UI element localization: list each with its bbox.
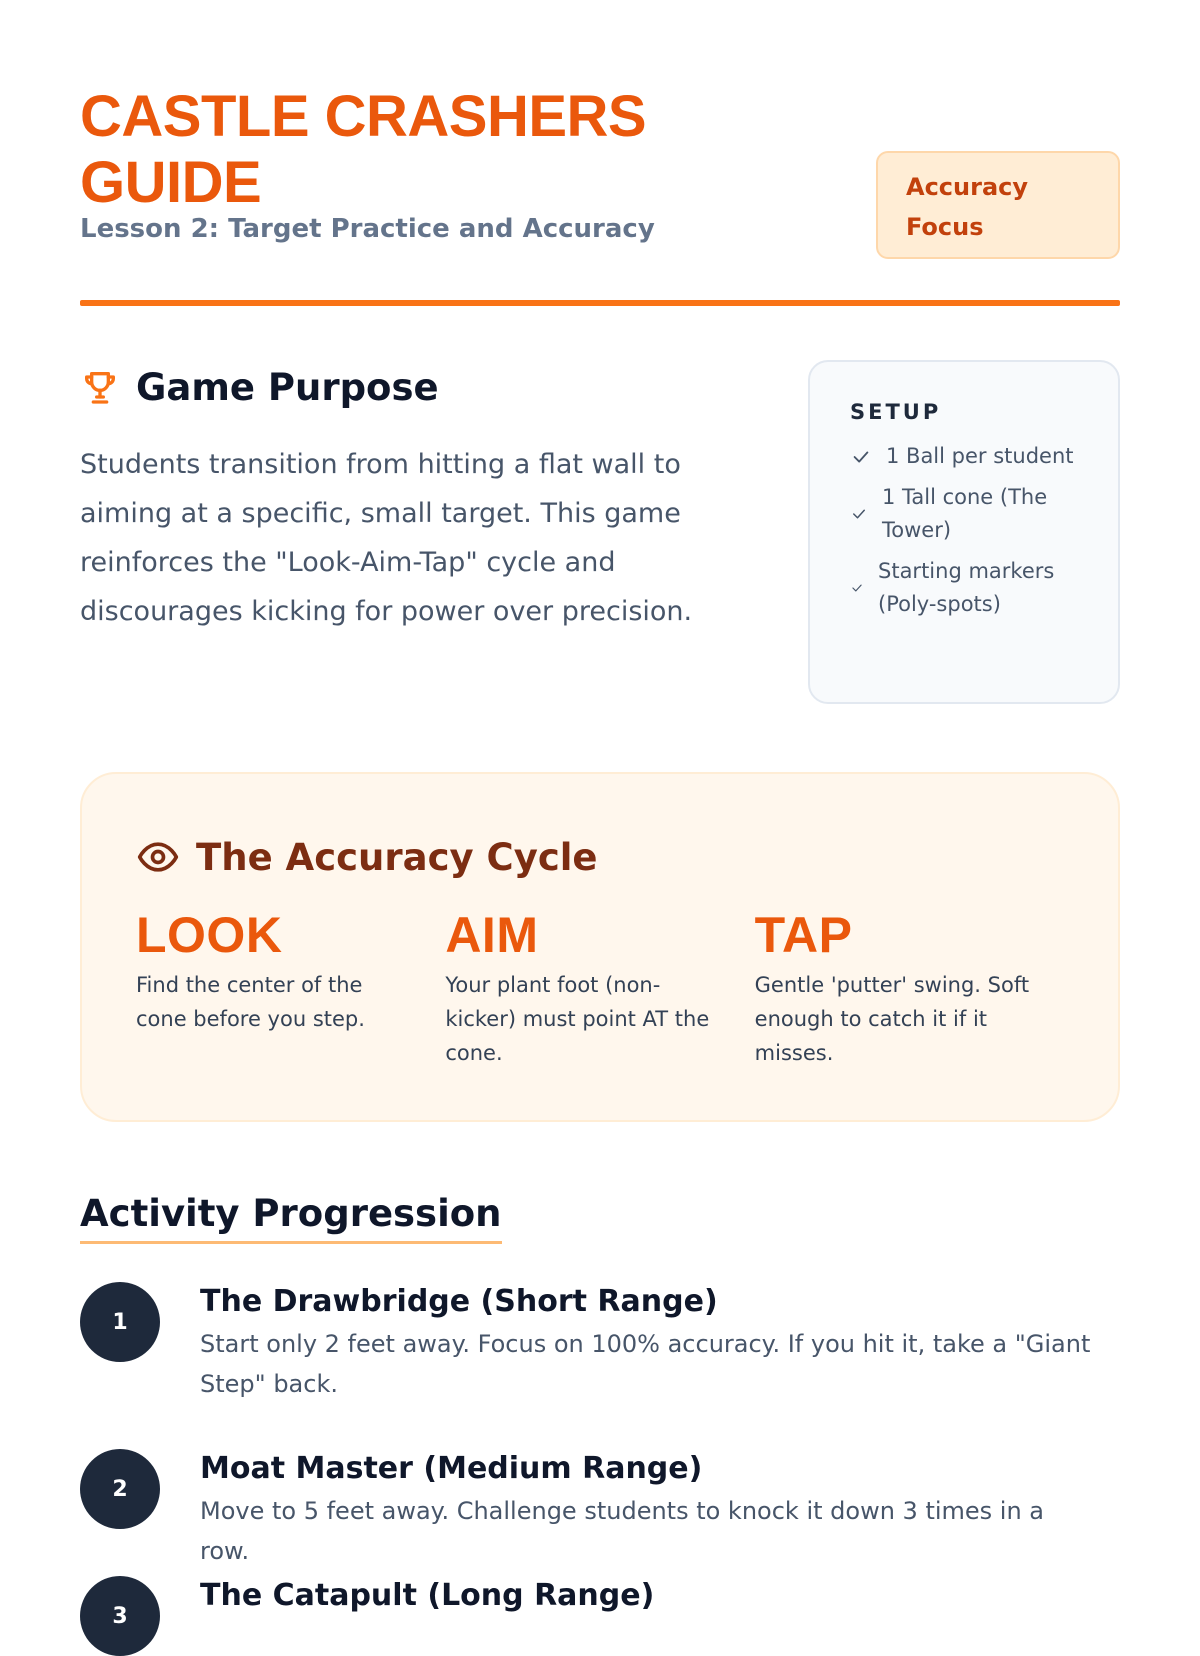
- step-number-badge: 3: [80, 1576, 160, 1656]
- check-icon: [850, 505, 868, 523]
- cycle-step-desc: Find the center of the cone before you step.: [136, 973, 365, 1031]
- activity-progression-heading: Activity Progression: [80, 1192, 502, 1244]
- progression-item-body: [200, 1576, 1100, 1616]
- focus-badge: Accuracy Focus: [876, 151, 1120, 259]
- game-purpose-section: [80, 362, 720, 636]
- progression-item-body: [200, 1282, 1100, 1404]
- cycle-steps: [136, 908, 1064, 1070]
- setup-item: [850, 555, 1078, 621]
- cycle-step-desc: Gentle 'putter' swing. Soft enough to catch it if it misses.: [754, 973, 1030, 1065]
- accuracy-cycle-card: [80, 772, 1120, 1122]
- check-icon: [850, 446, 872, 468]
- progression-item-desc: Move to 5 feet away. Challenge students to knock it down 3 times in a row.: [200, 1497, 1045, 1565]
- header-divider: [80, 300, 1120, 306]
- progression-item-title: The Drawbridge (Short Range): [200, 1284, 718, 1319]
- cycle-step-name: TAP: [754, 907, 853, 963]
- setup-item-text: 1 Ball per student: [886, 444, 1074, 468]
- game-purpose-text: Students transition from hitting a flat wall to aiming at a specific, small target. This game reinforces the "Look-Aim-Tap" cycle and discourages kicking for power over precision.: [80, 449, 693, 627]
- cycle-step-name: LOOK: [136, 907, 283, 963]
- progression-item-title: The Catapult (Long Range): [200, 1578, 655, 1613]
- page-subtitle: Lesson 2: Target Practice and Accuracy: [80, 214, 655, 244]
- setup-list: [850, 440, 1078, 621]
- game-purpose-heading: Game Purpose: [136, 365, 439, 409]
- step-number-badge: 2: [80, 1449, 160, 1529]
- cycle-step-tap: [755, 908, 1064, 1070]
- accuracy-cycle-heading: The Accuracy Cycle: [196, 835, 598, 879]
- cycle-step-desc: Your plant foot (non-kicker) must point AT the cone.: [445, 973, 710, 1065]
- check-icon: [850, 581, 864, 595]
- setup-item-text: Starting markers (Poly-spots): [878, 559, 1055, 616]
- game-purpose-heading-row: [80, 362, 720, 412]
- cycle-step-look: [136, 908, 445, 1070]
- progression-item-title: Moat Master (Medium Range): [200, 1451, 703, 1486]
- setup-item: [850, 440, 1078, 473]
- step-number-badge: 1: [80, 1282, 160, 1362]
- progression-item-body: [200, 1449, 1100, 1571]
- header: [80, 84, 1120, 304]
- lesson-guide-page: [80, 0, 1120, 1629]
- eye-icon: [136, 835, 180, 879]
- cycle-step-name: AIM: [445, 907, 539, 963]
- setup-item: [850, 481, 1078, 547]
- setup-item-text: 1 Tall cone (The Tower): [882, 485, 1048, 542]
- page-title: CASTLE CRASHERS GUIDE: [80, 84, 647, 215]
- setup-heading: SETUP: [850, 400, 942, 424]
- accuracy-cycle-heading-row: [136, 830, 1064, 884]
- trophy-icon: [80, 367, 120, 407]
- cycle-step-aim: [445, 908, 754, 1070]
- setup-card: [808, 360, 1120, 704]
- progression-item-desc: Start only 2 feet away. Focus on 100% accuracy. If you hit it, take a "Giant Step" back.: [200, 1330, 1091, 1398]
